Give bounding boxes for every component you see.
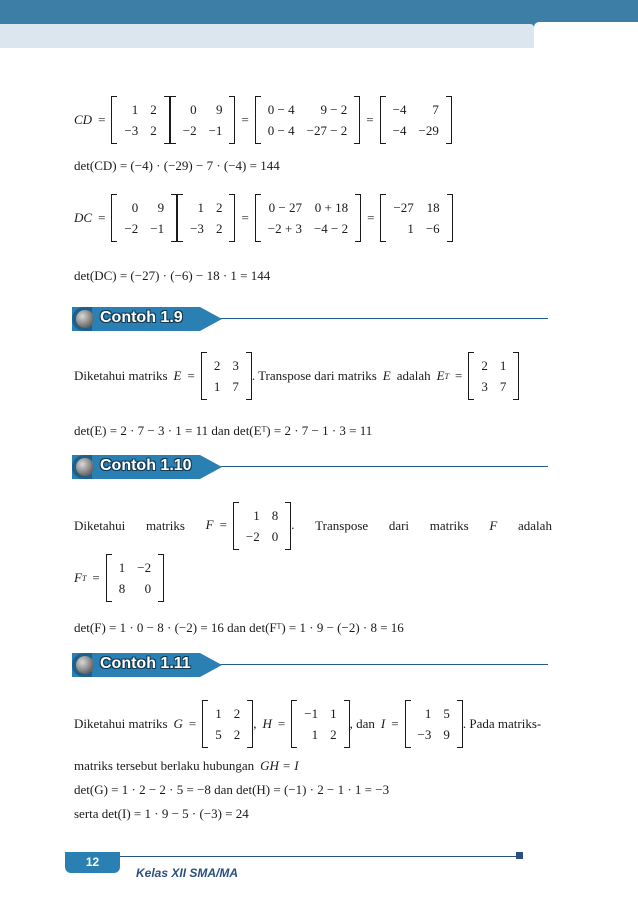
dc-matrix-expand: 0 − 27 0 + 18 −2 + 3 −4 − 2: [255, 194, 361, 242]
cd-matrix-c: 1 2 −3 2: [111, 96, 169, 144]
contoh-1-10-transpose: F T = 1 −2 8 0: [74, 554, 164, 602]
cd-matrix-d: 0 9 −2 −1: [170, 96, 236, 144]
contoh-1-9-heading: [72, 306, 548, 332]
matrix-e: 2 3 1 7: [201, 352, 252, 400]
footer-rule: [120, 856, 522, 857]
matrix-g: 1 2 5 2: [202, 700, 253, 748]
cd-lhs: CD: [74, 112, 93, 127]
bullet-ball-icon: [76, 310, 94, 328]
matrix-f-transpose: 1 −2 8 0: [106, 554, 164, 602]
cd-matrix-result: −4 7 −4 −29: [380, 96, 452, 144]
contoh-1-11-relation: matriks tersebut berlaku hubungan GH = I: [74, 758, 299, 773]
contoh-1-11-label: Contoh 1.11: [100, 655, 191, 672]
dc-matrix-d: 0 9 −2 −1: [111, 194, 177, 242]
footer-square-icon: [516, 852, 523, 859]
det-e: det(E) = 2 · 7 − 3 · 1 = 11 dan det(Eᵀ) = 2 · 7 − 1 · 3 = 11: [74, 423, 373, 438]
cd-equation: CD = 1 2 −3 2 0 9 −2 −1 = 0 − 4 9 − 2 0 − 4 −27 − 2 = −4 7 −4 −29: [74, 96, 452, 144]
dc-matrix-c: 1 2 −3 2: [177, 194, 235, 242]
matrix-e-transpose: 2 1 3 7: [468, 352, 519, 400]
matrix-h: −1 1 1 2: [291, 700, 349, 748]
contoh-1-10-label: Contoh 1.10: [100, 457, 192, 474]
contoh-1-9-label: Contoh 1.9: [100, 309, 183, 326]
cd-matrix-expand: 0 − 4 9 − 2 0 − 4 −27 − 2: [255, 96, 361, 144]
dc-lhs: DC: [74, 210, 93, 225]
det-f: det(F) = 1 · 0 − 8 · (−2) = 16 dan det(Fᵀ) = 1 · 9 − (−2) · 8 = 16: [74, 620, 404, 635]
contoh-1-10-statement: Diketahui matriks F = 1 8 −2 0 . Transpose dari matriks F adalah: [74, 502, 552, 550]
dc-matrix-result: −27 18 1 −6: [380, 194, 452, 242]
dc-equation: DC = 0 9 −2 −1 1 2 −3 2 = 0 − 27 0 + 18 −2 + 3 −4 − 2 = −27 18 1 −6: [74, 194, 453, 242]
matrix-f: 1 8 −2 0: [233, 502, 291, 550]
header-banner: [0, 0, 638, 55]
det-dc: det(DC) = (−27) · (−6) − 18 · 1 = 144: [74, 268, 271, 283]
contoh-1-9-statement: Diketahui matriks E = 2 3 1 7 . Transpose dari matriks E adalah E T = 2 1 3 7: [74, 352, 519, 400]
matrix-i: 1 5 −3 9: [405, 700, 463, 748]
bullet-ball-icon: [76, 458, 94, 476]
footer-title: Kelas XII SMA/MA: [136, 866, 239, 880]
det-g-h: det(G) = 1 · 2 − 2 · 5 = −8 dan det(H) = (−1) · 2 − 1 · 1 = −3: [74, 782, 390, 797]
page-number: 12: [85, 855, 100, 869]
det-cd: det(CD) = (−4) · (−29) − 7 · (−4) = 144: [74, 158, 280, 173]
bullet-ball-icon: [76, 656, 94, 674]
contoh-1-11-statement: Diketahui matriks G = 1 2 5 2 , H = −1 1 1 2 , dan I = 1 5 −3 9 . Pada matriks-: [74, 700, 541, 748]
det-i: serta det(I) = 1 · 9 − 5 · (−3) = 24: [74, 806, 249, 821]
contoh-1-10-heading: [72, 454, 548, 480]
contoh-1-11-heading: [72, 652, 548, 678]
